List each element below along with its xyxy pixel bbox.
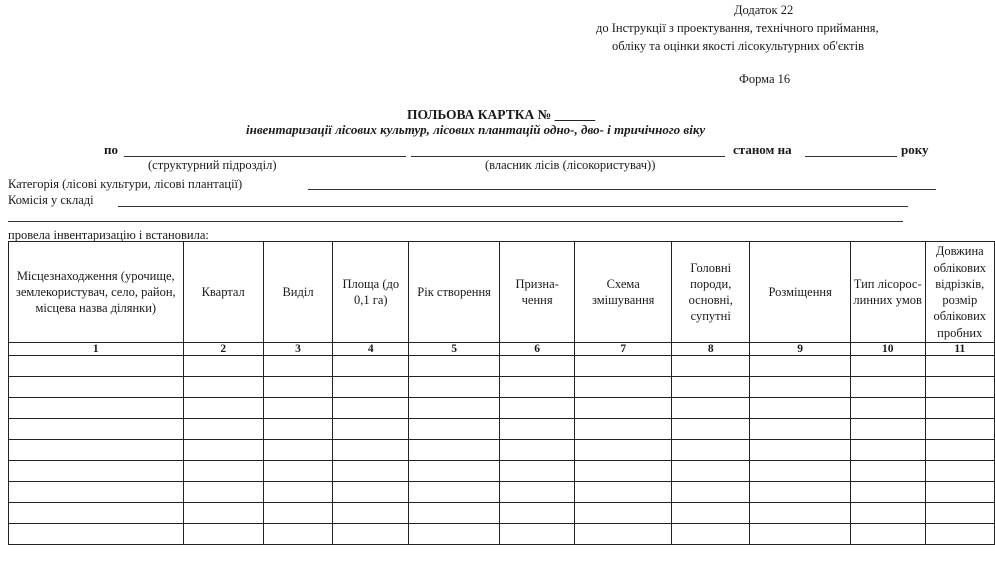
table-cell[interactable]: [575, 419, 672, 440]
table-row: [9, 524, 995, 545]
inventory-table: [8, 241, 995, 545]
table-cell[interactable]: [499, 356, 575, 377]
table-cell[interactable]: [9, 356, 184, 377]
header-quarter: Квартал: [183, 242, 263, 343]
date-field-line[interactable]: [805, 156, 897, 157]
table-cell[interactable]: [409, 461, 499, 482]
table-cell[interactable]: [750, 503, 850, 524]
table-cell[interactable]: [333, 377, 409, 398]
column-number: 2: [183, 343, 263, 356]
category-label: Категорія (лісові культури, лісові плантації): [8, 177, 243, 191]
column-number: 3: [263, 343, 332, 356]
table-row: [9, 440, 995, 461]
header-area: Площа (до 0,1 га): [333, 242, 409, 343]
column-number: 11: [925, 343, 994, 356]
table-row: [9, 398, 995, 419]
table-cell[interactable]: [499, 419, 575, 440]
table-cell[interactable]: [183, 524, 263, 545]
table-cell[interactable]: [750, 419, 850, 440]
table-row: [9, 503, 995, 524]
table-cell[interactable]: [499, 482, 575, 503]
table-cell[interactable]: [575, 377, 672, 398]
table-cell[interactable]: [409, 440, 499, 461]
header-mixing-scheme: Схема змішування: [575, 242, 672, 343]
table-cell[interactable]: [575, 356, 672, 377]
table-row: [9, 461, 995, 482]
table-cell[interactable]: [925, 419, 994, 440]
table-row: [9, 482, 995, 503]
table-cell[interactable]: [409, 356, 499, 377]
table-cell[interactable]: [499, 461, 575, 482]
owner-caption: (власник лісів (лісокористувач)): [485, 158, 656, 172]
table-cell[interactable]: [750, 356, 850, 377]
year-label: року: [901, 142, 929, 157]
table-cell[interactable]: [671, 524, 750, 545]
table-cell[interactable]: [183, 461, 263, 482]
column-number: 10: [850, 343, 925, 356]
table-cell[interactable]: [925, 356, 994, 377]
table-body: [9, 356, 995, 545]
commission-label: Комісія у складі: [8, 193, 94, 207]
table-cell[interactable]: [263, 356, 332, 377]
table-cell[interactable]: [850, 482, 925, 503]
table-cell[interactable]: [333, 482, 409, 503]
table-cell[interactable]: [850, 461, 925, 482]
page-title: ПОЛЬОВА КАРТКА № ______: [407, 107, 596, 122]
header-section: Виділ: [263, 242, 332, 343]
column-number: 4: [333, 343, 409, 356]
commission-field-line-2[interactable]: [8, 221, 903, 222]
table-cell[interactable]: [671, 356, 750, 377]
table-cell[interactable]: [850, 524, 925, 545]
table-row: [9, 356, 995, 377]
table-cell[interactable]: [333, 503, 409, 524]
table-cell[interactable]: [499, 503, 575, 524]
table-cell[interactable]: [671, 419, 750, 440]
table-cell[interactable]: [671, 461, 750, 482]
table-cell[interactable]: [925, 398, 994, 419]
table-row: [9, 377, 995, 398]
table-cell[interactable]: [333, 461, 409, 482]
table-cell[interactable]: [671, 503, 750, 524]
table-cell[interactable]: [9, 503, 184, 524]
header-year-created: Рік створення: [409, 242, 499, 343]
table-cell[interactable]: [9, 419, 184, 440]
table-cell[interactable]: [409, 377, 499, 398]
table-cell[interactable]: [263, 461, 332, 482]
table-cell[interactable]: [263, 524, 332, 545]
header-location: Місцезнаходження (урочище, землекористувач, село, район, місцева назва ділянки): [9, 242, 184, 343]
table-cell[interactable]: [9, 398, 184, 419]
table-cell[interactable]: [9, 461, 184, 482]
table-cell[interactable]: [263, 377, 332, 398]
table-cell[interactable]: [575, 440, 672, 461]
table-column-numbers: [9, 343, 995, 356]
table-cell[interactable]: [850, 377, 925, 398]
column-number: 6: [499, 343, 575, 356]
table-cell[interactable]: [183, 482, 263, 503]
table-cell[interactable]: [499, 377, 575, 398]
table-cell[interactable]: [333, 398, 409, 419]
table-cell[interactable]: [925, 461, 994, 482]
appendix-number: Додаток 22: [734, 3, 794, 17]
table-cell[interactable]: [575, 461, 672, 482]
header-main-species: Головні породи, основні, супутні: [671, 242, 750, 343]
table-cell[interactable]: [925, 524, 994, 545]
owner-field-line[interactable]: [411, 156, 725, 157]
table-cell[interactable]: [575, 482, 672, 503]
conducted-label: провела інвентаризацію і встановила:: [8, 228, 209, 242]
table-cell[interactable]: [750, 377, 850, 398]
table-cell[interactable]: [409, 419, 499, 440]
column-number: 9: [750, 343, 850, 356]
table-cell[interactable]: [333, 356, 409, 377]
table-cell[interactable]: [409, 482, 499, 503]
table-cell[interactable]: [575, 524, 672, 545]
table-cell[interactable]: [263, 482, 332, 503]
table-cell[interactable]: [750, 482, 850, 503]
page-subtitle: інвентаризації лісових культур, лісових плантацій одно-, дво- і тричічного віку: [246, 122, 706, 137]
table-cell[interactable]: [183, 398, 263, 419]
table-cell[interactable]: [333, 524, 409, 545]
table-cell[interactable]: [9, 440, 184, 461]
table-cell[interactable]: [750, 440, 850, 461]
table-cell[interactable]: [750, 524, 850, 545]
table-cell[interactable]: [9, 524, 184, 545]
table-cell[interactable]: [9, 482, 184, 503]
table-cell[interactable]: [499, 398, 575, 419]
table-header-row: [9, 242, 995, 343]
table-cell[interactable]: [333, 440, 409, 461]
table-cell[interactable]: [850, 503, 925, 524]
column-number: 7: [575, 343, 672, 356]
table-cell[interactable]: [671, 482, 750, 503]
table-cell[interactable]: [925, 440, 994, 461]
table-cell[interactable]: [671, 440, 750, 461]
table-cell[interactable]: [183, 440, 263, 461]
as-of-label: станом на: [733, 142, 792, 157]
table-cell[interactable]: [671, 398, 750, 419]
commission-field-line-1[interactable]: [118, 206, 908, 207]
table-cell[interactable]: [925, 377, 994, 398]
table-cell[interactable]: [850, 356, 925, 377]
header-site-type: Тип лісорос-линних умов: [850, 242, 925, 343]
table-cell[interactable]: [925, 482, 994, 503]
table-cell[interactable]: [9, 377, 184, 398]
table-cell[interactable]: [750, 461, 850, 482]
table-cell[interactable]: [183, 356, 263, 377]
po-label: по: [104, 142, 118, 157]
table-row: [9, 419, 995, 440]
table-cell[interactable]: [750, 398, 850, 419]
table-cell[interactable]: [671, 377, 750, 398]
column-number: 8: [671, 343, 750, 356]
unit-field-line[interactable]: [124, 156, 406, 157]
appendix-line-1: до Інструкції з проектування, технічного приймання,: [596, 21, 879, 35]
category-field-line[interactable]: [308, 189, 936, 190]
header-placement: Розміщення: [750, 242, 850, 343]
table-cell[interactable]: [263, 503, 332, 524]
column-number: 5: [409, 343, 499, 356]
appendix-line-2: обліку та оцінки якості лісокультурних об'єктів: [612, 39, 865, 53]
table-cell[interactable]: [575, 398, 672, 419]
table-cell[interactable]: [575, 503, 672, 524]
table-cell[interactable]: [409, 398, 499, 419]
table-cell[interactable]: [263, 419, 332, 440]
header-purpose: Призна-чення: [499, 242, 575, 343]
table-cell[interactable]: [183, 377, 263, 398]
table-cell[interactable]: [263, 440, 332, 461]
table-cell[interactable]: [409, 503, 499, 524]
header-segment-length: Довжина облікових відрізків, розмір облікових пробних: [925, 242, 994, 343]
unit-caption: (структурний підрозділ): [148, 158, 277, 172]
table-cell[interactable]: [409, 524, 499, 545]
table-cell[interactable]: [850, 419, 925, 440]
table-cell[interactable]: [850, 440, 925, 461]
column-number: 1: [9, 343, 184, 356]
table-cell[interactable]: [925, 503, 994, 524]
form-number: Форма 16: [739, 72, 791, 86]
table-cell[interactable]: [183, 419, 263, 440]
table-cell[interactable]: [333, 419, 409, 440]
table-cell[interactable]: [850, 398, 925, 419]
table-cell[interactable]: [263, 398, 332, 419]
table-cell[interactable]: [499, 440, 575, 461]
table-cell[interactable]: [183, 503, 263, 524]
table-cell[interactable]: [499, 524, 575, 545]
